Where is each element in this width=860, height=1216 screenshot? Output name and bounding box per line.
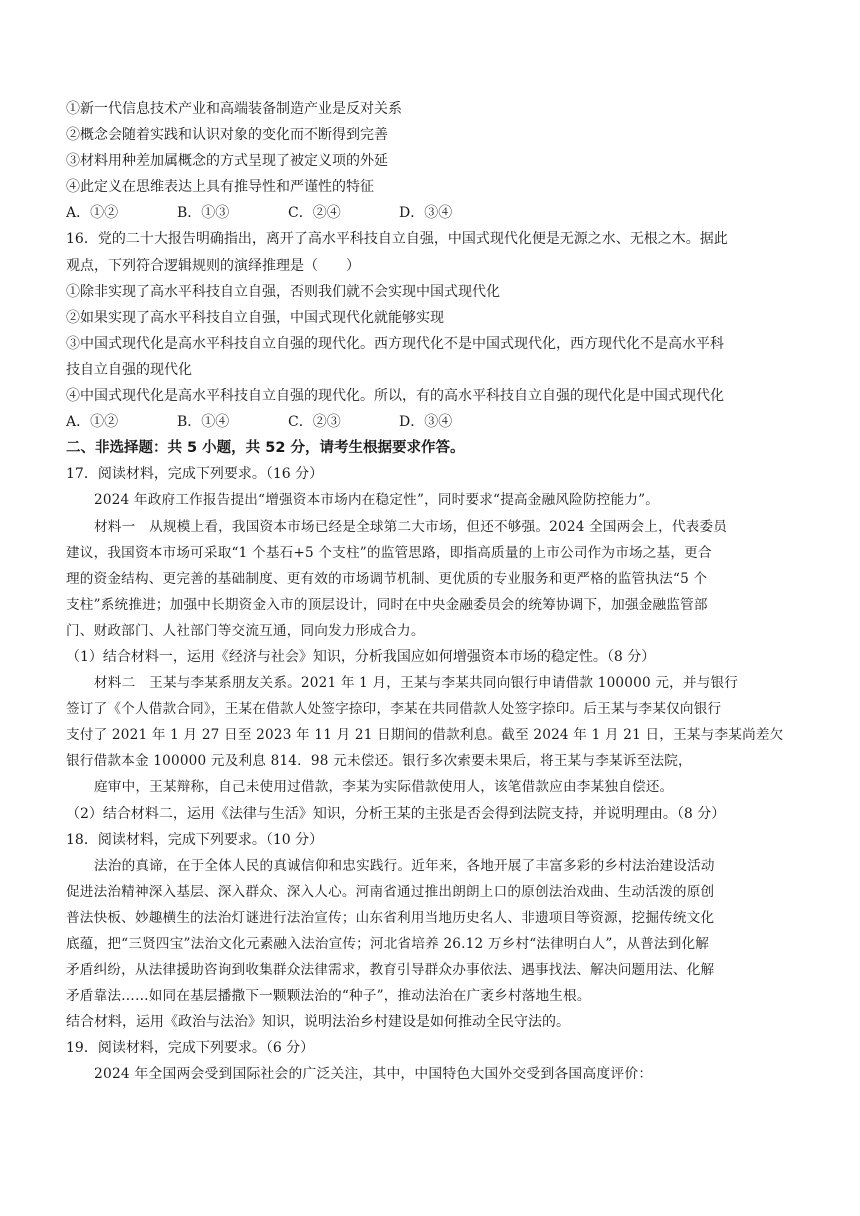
q17-stem: 17．阅读材料，完成下列要求。（16 分） (66, 466, 324, 483)
q17-m1-line-5: 门、财政部门、人社部门等交流互通，同向发力形成合力。 (66, 622, 425, 639)
q17-material-2 (66, 670, 796, 800)
section-2-heading: 二、非选择题：共 5 小题，共 52 分，请考生根据要求作答。 (66, 440, 465, 457)
q16-statement-3-line-1: ③中国式现代化是高水平科技自立自强的现代化。西方现代化不是中国式现代化，西方现代化不是高水平科 (66, 335, 724, 352)
q17-m2-line-4: 银行借款本金 100000 元及利息 814．98 元未偿还。银行多次索要未果后，将王某与李某诉至法院， (66, 753, 692, 770)
q19-stem: 19．阅读材料，完成下列要求。（6 分） (66, 1040, 315, 1057)
q16-options (66, 409, 796, 435)
q15-option-b: B．①③ (177, 205, 230, 222)
q15-option-c: C．②④ (288, 205, 341, 222)
q16-statement-2: ②如果实现了高水平科技自立自强，中国式现代化就能够实现 (66, 309, 444, 326)
q18-material-line-5: 矛盾纠纷，从法律援助咨询到收集群众法律需求，教育引导群众办事依法、遇事找法、解决问题用法、化解 (66, 962, 715, 979)
q17-m1-line-4: 支柱”系统推进；加强中长期资金入市的顶层设计，同时在中央金融委员会的统筹协调下，加强金融监管部 (66, 596, 708, 613)
q17-m2-line-3: 支付了 2021 年 1 月 27 日至 2023 年 11 月 21 日期间的借款利息。截至 2024 年 1 月 21 日，王某与李某尚差欠 (66, 727, 784, 744)
q17-sub-question-2: （2）结合材料二，运用《法律与生活》知识，分析王某的主张是否会得到法院支持，并说明理由。（8 分） (66, 805, 726, 822)
exam-page (66, 96, 796, 1088)
q17-m1-line-1: 材料一 从规模上看，我国资本市场已经是全球第二大市场，但还不够强。2024 全国两会上，代表委员 (94, 518, 728, 535)
q16-option-d: D．③④ (399, 414, 453, 431)
q18-material-line-4: 底蕴，把“三贤四宝”法治文化元素融入法治宣传；河北省培养 26.12 万乡村“法律明白人”，从普法到化解 (66, 936, 710, 952)
q16-option-b: B．①④ (177, 414, 230, 431)
q17-material-1 (66, 514, 796, 644)
q16-option-c: C．②③ (288, 414, 341, 431)
q16-stem-line-1: 16．党的二十大报告明确指出，离开了高水平科技自立自强，中国式现代化便是无源之水、无根之木。据此 (66, 231, 728, 248)
q15-option-d: D．③④ (399, 205, 453, 222)
q15-statement-4: ④此定义在思维表达上具有推导性和严谨性的特征 (66, 179, 374, 196)
q19-intro: 2024 年全国两会受到国际社会的广泛关注，其中，中国特色大国外交受到各国高度评价： (94, 1066, 653, 1083)
q17-intro: 2024 年政府工作报告提出“增强资本市场内在稳定性”，同时要求“提高金融风险防控能力”。 (94, 492, 660, 509)
q15-statement-1: ①新一代信息技术产业和高端装备制造产业是反对关系 (66, 101, 402, 117)
q15-statement-2: ②概念会随着实践和认识对象的变化而不断得到完善 (66, 127, 388, 144)
q17-m2-court: 庭审中，王某辩称，自己未使用过借款，李某为实际借款使用人，该笔借款应由李某独自偿还。 (94, 779, 674, 796)
q16-statement-4: ④中国式现代化是高水平科技自立自强的现代化。所以，有的高水平科技自立自强的现代化是中国式现代化 (66, 388, 724, 405)
q18-material-line-6: 矛盾靠法……如同在基层播撒下一颗颗法治的“种子”，推动法治在广袤乡村落地生根。 (66, 988, 591, 1005)
q17-m1-line-2: 建议，我国资本市场可采取“1 个基石+5 个支柱”的监管思路，即指高质量的上市公司作为市场之基，更合 (66, 544, 712, 561)
q16-stem-line-2: 观点，下列符合逻辑规则的演绎推理是（ ） (66, 257, 360, 274)
q18-stem: 18．阅读材料，完成下列要求。（10 分） (66, 831, 324, 848)
q17-sub-question-1: （1）结合材料一，运用《经济与社会》知识，分析我国应如何增强资本市场的稳定性。（8 分） (66, 648, 656, 665)
q16-option-a: A．①② (66, 414, 119, 431)
q15-statements (66, 96, 796, 200)
q16-statement-3-line-2: 技自立自强的现代化 (66, 361, 192, 378)
q16-statement-1: ①除非实现了高水平科技自立自强，否则我们就不会实现中国式现代化 (66, 283, 500, 300)
q18-material (66, 853, 796, 1010)
q17-m2-line-1: 材料二 王某与李某系朋友关系。2021 年 1 月，王某与李某共同向银行申请借款 100000 元，并与银行 (94, 675, 739, 692)
q18-material-line-3: 普法快板、妙趣横生的法治灯谜进行法治宣传；山东省利用当地历史名人、非遗项目等资源，挖掘传统文化 (66, 909, 715, 926)
q15-option-a: A．①② (66, 205, 119, 222)
q18-material-line-2: 促进法治精神深入基层、深入群众、深入人心。河南省通过推出朗朗上口的原创法治戏曲、生动活泼的原创 (66, 883, 715, 900)
q15-options (66, 200, 796, 226)
q18-question: 结合材料，运用《政治与法治》知识，说明法治乡村建设是如何推动全民守法的。 (66, 1014, 570, 1031)
q17-m1-line-3: 理的资金结构、更完善的基础制度、更有效的市场调节机制、更优质的专业服务和更严格的监管执法“5 个 (66, 570, 708, 587)
q18-material-line-1: 法治的真谛，在于全体人民的真诚信仰和忠实践行。近年来，各地开展了丰富多彩的乡村法治建设活动 (94, 857, 715, 874)
q17-m2-line-2: 签订了《个人借款合同》，王某在借款人处签字捺印，李某在共同借款人处签字捺印。后王某与李某仅向银行 (66, 701, 722, 718)
q15-statement-3: ③材料用种差加属概念的方式呈现了被定义项的外延 (66, 153, 388, 170)
